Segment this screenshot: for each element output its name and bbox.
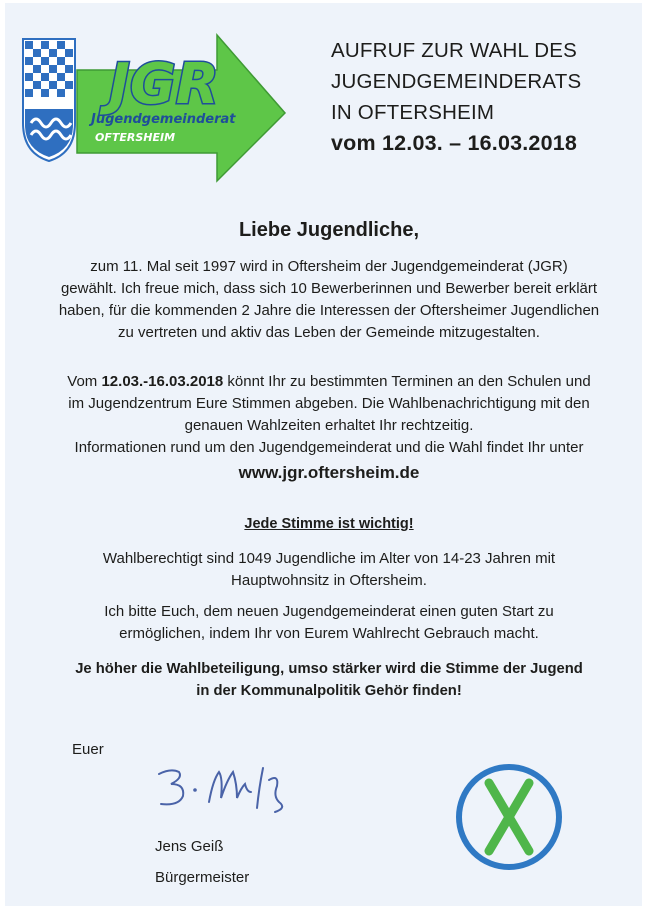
voting-dates: 12.03.-16.03.2018	[101, 373, 224, 390]
text-line: zu vertreten und aktiv das Leben der Gemeinde mitzugestalten.	[118, 324, 540, 341]
text-line: genauen Wahlzeiten erhaltet Ihr rechtzeitig.	[184, 417, 474, 434]
logo-line2: OFTERSHEIM	[95, 131, 176, 144]
text-line: gewählt. Ich freue mich, dass sich 10 Bewerberinnen und Bewerber bereit erklärt	[60, 280, 598, 297]
text-line: Wahlberechtigt sind 1049 Jugendliche im Alter von 14-23 Jahren mit	[102, 550, 556, 567]
closing: Euer	[72, 741, 104, 758]
paragraph-request	[29, 601, 629, 645]
headline-line-1: AUFRUF ZUR WAHL DES	[331, 39, 578, 62]
headline-dates: vom 12.03. – 16.03.2018	[331, 131, 578, 155]
coat-of-arms-icon	[23, 39, 75, 161]
paragraph-election-intro	[29, 256, 629, 344]
every-vote-counts-heading: Jede Stimme ist wichtig!	[244, 516, 414, 532]
text-line	[29, 371, 629, 393]
salutation: Liebe Jugendliche,	[238, 219, 420, 241]
text-line: Informationen rund um den Jugendgemeinderat und die Wahl findet Ihr unter	[74, 439, 584, 456]
text-run: könnt Ihr zu bestimmten Terminen an den Schulen und	[223, 373, 591, 390]
text-line: Hauptwohnsitz in Oftersheim.	[231, 572, 427, 589]
text-line: zum 11. Mal seit 1997 wird in Oftersheim der Jugendgemeinderat (JGR)	[90, 258, 568, 275]
website-link[interactable]: www.jgr.oftersheim.de	[238, 463, 420, 482]
text-line: haben, für die kommenden 2 Jahre die Interessen der Oftersheimer Jugendlichen	[58, 302, 600, 319]
text-line: Je höher die Wahlbeteiligung, umso stärker wird die Stimme der Jugend	[75, 661, 583, 677]
text-run: Vom	[67, 373, 102, 390]
jgr-logo	[17, 25, 287, 183]
paragraph-eligibility	[29, 548, 629, 592]
ballot-x-icon	[453, 761, 565, 873]
text-line: in der Kommunalpolitik Gehör finden!	[196, 683, 462, 699]
headline-line-3: IN OFTERSHEIM	[331, 101, 495, 124]
text-line: ermöglichen, indem Ihr von Eurem Wahlrecht Gebrauch macht.	[119, 625, 539, 642]
flyer-page	[5, 3, 642, 906]
signatory-title: Bürgermeister	[155, 869, 250, 886]
headline	[331, 35, 631, 159]
signatory-name: Jens Geiß	[155, 838, 224, 855]
text-line: im Jugendzentrum Eure Stimmen abgeben. Die Wahlbenachrichtigung mit den	[68, 395, 590, 412]
headline-line-2: JUGENDGEMEINDERATS	[331, 70, 582, 93]
paragraph-turnout-appeal	[29, 658, 629, 702]
paragraph-voting-dates	[29, 371, 629, 459]
logo-letters: JGR	[109, 52, 219, 117]
signature	[155, 758, 335, 818]
text-line: Ich bitte Euch, dem neuen Jugendgemeinderat einen guten Start zu	[104, 603, 554, 620]
logo-line1: Jugendgemeinderat	[91, 112, 236, 127]
